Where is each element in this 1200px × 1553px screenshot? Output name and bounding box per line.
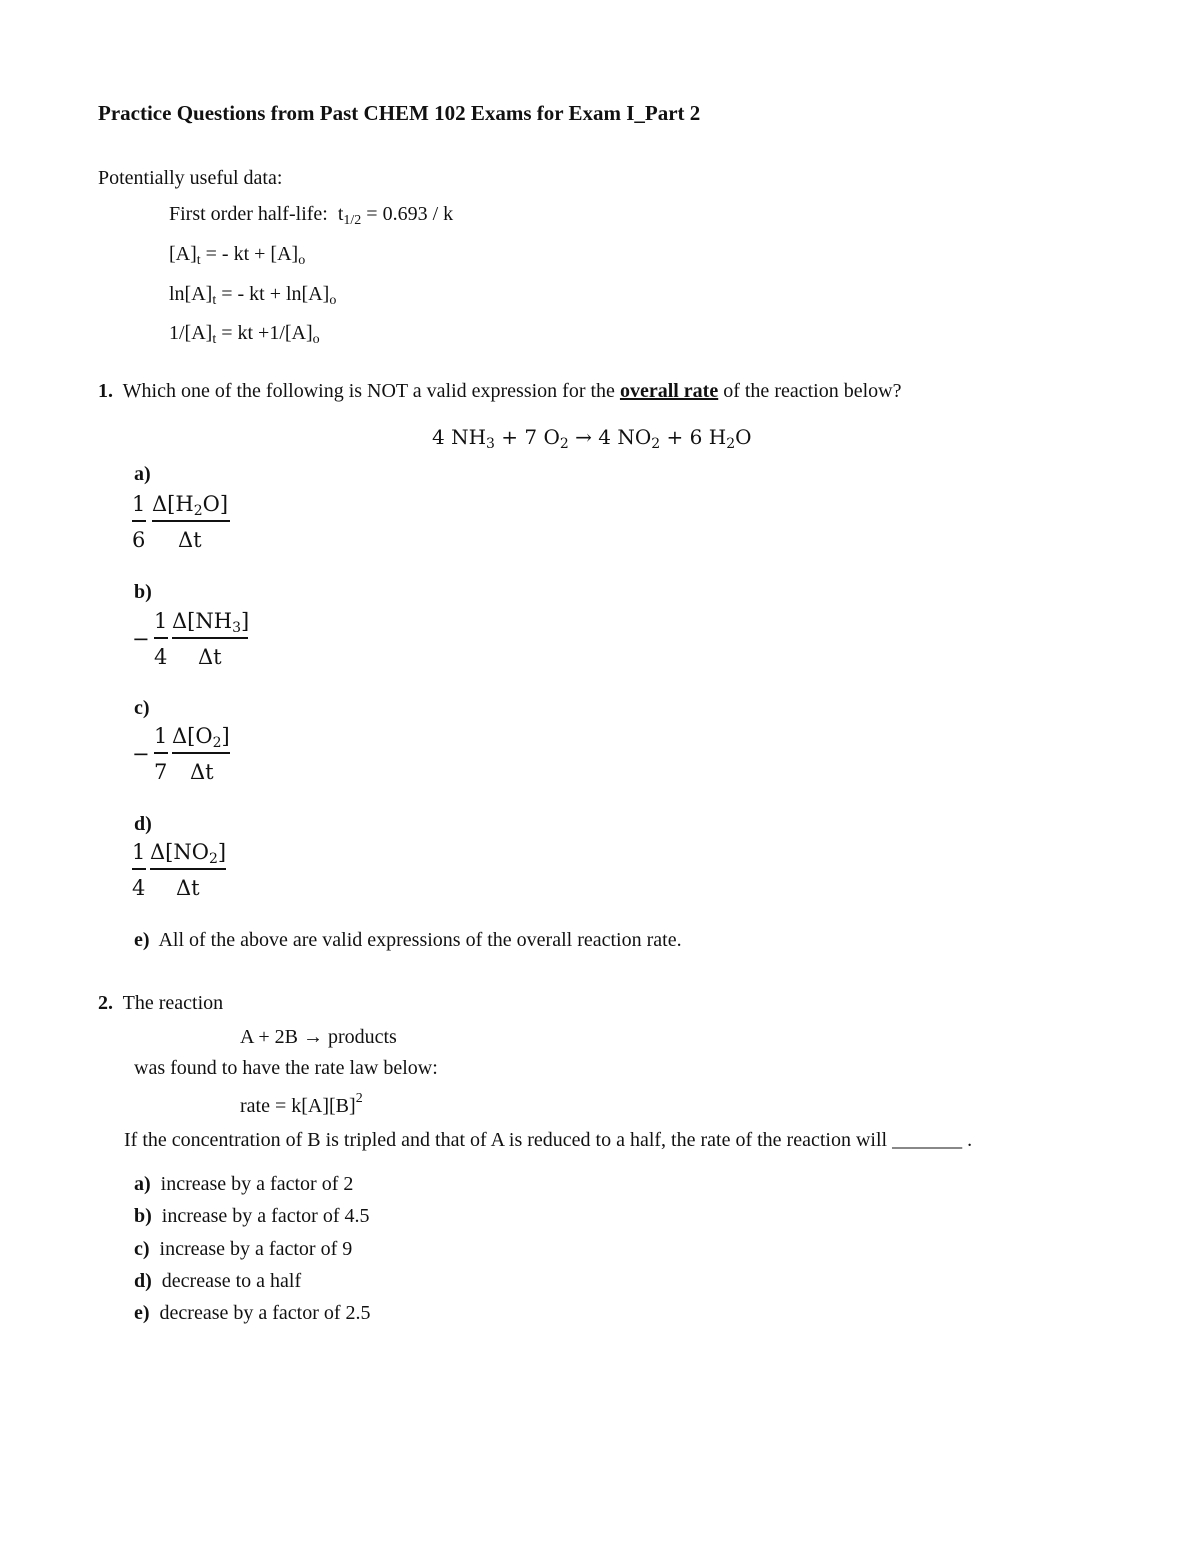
half-life-line [169, 203, 454, 228]
q1-option-a-label: a) [134, 463, 151, 485]
coef-denominator: 4 [132, 876, 146, 900]
q2-option-d-text: decrease to a half [161, 1270, 302, 1292]
q2-option-b-label: b) [134, 1205, 152, 1227]
coef-bar [154, 752, 168, 754]
q1-option-d-label: d) [134, 813, 152, 835]
q2-option-e [134, 1303, 371, 1323]
coef-denominator: 6 [132, 528, 146, 552]
q2-intro: The reaction [122, 992, 224, 1014]
coef-numerator: 1 [154, 609, 168, 633]
second-order-equation: $1/[A]_t$ = kt $+1/[A]_o$ [169, 322, 320, 347]
delta-denominator: Δt [176, 876, 200, 900]
q2-number: 2. [98, 992, 113, 1014]
delta-bar [172, 637, 248, 639]
delta-denominator: Δt [198, 645, 222, 669]
q1-option-c-label: c) [134, 697, 150, 719]
delta-bar [150, 868, 226, 870]
delta-numerator: $\Delta[NO_2]$ [150, 840, 227, 867]
species: $H_2O$ [175, 492, 220, 519]
species: $NH_3$ [195, 609, 241, 636]
coef-numerator: 1 [154, 724, 168, 748]
q2-option-c [134, 1239, 352, 1259]
q2-option-a-text: increase by a factor of 2 [160, 1173, 354, 1195]
q1-text-before: Which one of the following is NOT a valid expression for the [122, 380, 615, 402]
q2-question: If the concentration of B is tripled and that of A is reduced to a half, the rate of the reaction will _______ . [124, 1129, 973, 1151]
useful-data-heading: Potentially useful data: [98, 167, 283, 189]
q2-option-d-label: d) [134, 1270, 152, 1292]
species: $NO_2$ [173, 840, 218, 867]
q2-found-text: was found to have the rate law below: [134, 1057, 438, 1079]
delta-denominator: Δt [178, 528, 202, 552]
q2-option-e-label: e) [134, 1302, 150, 1324]
delta-bar [172, 752, 230, 754]
q1-option-e-label: e) [134, 929, 150, 951]
delta-numerator: $\Delta[H_2O]$ [152, 492, 229, 519]
q2-option-e-text: decrease by a factor of 2.5 [159, 1302, 371, 1324]
q1-number: 1. [98, 380, 113, 402]
q2-rate-law: rate = $k[A][B]^2$ [240, 1091, 363, 1117]
first-order-equation: $\ln[A]_t$ = - kt + $\ln[A]_o$ [169, 283, 337, 308]
q1-stem [98, 381, 901, 401]
coef-denominator: 7 [154, 760, 168, 784]
zero-order-equation: $[A]_t$ = - kt + $[A]_o$ [169, 243, 306, 268]
delta-numerator: $\Delta[O_2]$ [172, 724, 230, 751]
q2-option-b [134, 1206, 369, 1226]
q1-option-b-label: b) [134, 581, 152, 603]
q2-option-a [134, 1174, 353, 1194]
q1-text-emphasis: overall rate [619, 380, 719, 402]
coef-bar [132, 520, 146, 522]
half-life-equation: $t_{1/2} = 0.693 / k$ [337, 203, 454, 228]
coef-numerator: 1 [132, 840, 146, 864]
q2-option-c-text: increase by a factor of 9 [159, 1238, 353, 1260]
coef-bar [154, 637, 168, 639]
q1-reaction: 4 $NH_3 + 7$ $O_2 \to 4$ $NO_2 + 6$ $H_2O$ [432, 425, 752, 452]
delta-numerator: $\Delta[NH_3]$ [172, 609, 250, 636]
species: $O_2$ [195, 724, 222, 751]
q2-stem [98, 993, 223, 1013]
delta-denominator: Δt [190, 760, 214, 784]
q2-option-a-label: a) [134, 1173, 151, 1195]
page-title: Practice Questions from Past CHEM 102 Exams for Exam I_Part 2 [98, 101, 701, 125]
coef-denominator: 4 [154, 645, 168, 669]
q1-text-after: of the reaction below? [723, 380, 902, 402]
half-life-label: First order half-life: [169, 203, 328, 225]
q2-option-b-text: increase by a factor of 4.5 [161, 1205, 370, 1227]
minus-sign: − [132, 627, 150, 651]
q2-option-c-label: c) [134, 1238, 150, 1260]
coef-numerator: 1 [132, 492, 146, 516]
q2-reaction: A + 2B → products [240, 1026, 397, 1048]
q1-option-e [134, 930, 682, 950]
q1-option-e-text: All of the above are valid expressions of the overall reaction rate. [158, 929, 682, 951]
coef-bar [132, 868, 146, 870]
minus-sign: − [132, 742, 150, 766]
q2-option-d [134, 1271, 301, 1291]
delta-bar [152, 520, 230, 522]
